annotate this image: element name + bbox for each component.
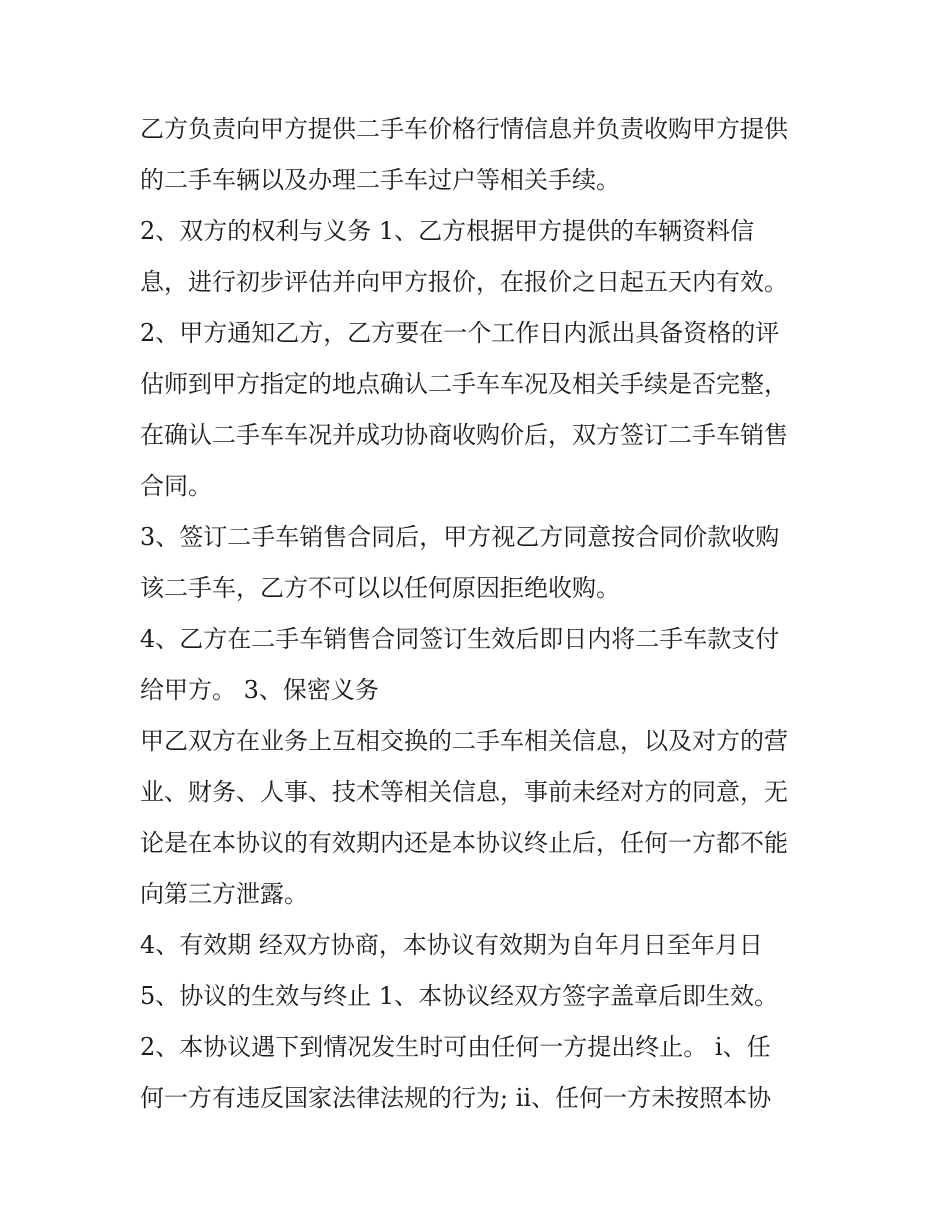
text-line: 2、甲方通知乙方，乙方要在一个工作日内派出具备资格的评: [140, 319, 780, 347]
text-line: 4、乙方在二手车销售合同签订生效后即日内将二手车款支付: [140, 625, 780, 653]
text-line: 给甲方。 3、保密义务: [140, 676, 379, 704]
text-line: 在确认二手车车况并成功协商收购价后，双方签订二手车销售: [140, 421, 788, 449]
text-line: 乙方负责向甲方提供二手车价格行情信息并负责收购甲方提供: [140, 115, 788, 143]
document-body: [140, 104, 830, 1124]
text-line: 何一方有违反国家法律法规的行为; ii、任何一方未按照本协: [140, 1084, 772, 1112]
text-line: 2、本协议遇下到情况发生时可由任何一方提出终止。 i、任: [140, 1033, 771, 1061]
text-line: 合同。: [140, 472, 212, 500]
text-line: 论是在本协议的有效期内还是本协议终止后，任何一方都不能: [140, 829, 788, 857]
text-line: 4、有效期 经双方协商，本协议有效期为自年月日至年月日: [140, 931, 763, 959]
text-line: 业、财务、人事、技术等相关信息，事前未经对方的同意，无: [140, 778, 788, 806]
text-line: 息，进行初步评估并向甲方报价，在报价之日起五天内有效。: [140, 268, 788, 296]
text-line: 甲乙双方在业务上互相交换的二手车相关信息，以及对方的营: [140, 727, 788, 755]
text-line: 5、协议的生效与终止 1、本协议经双方签字盖章后即生效。: [140, 982, 779, 1010]
text-line: 3、签订二手车销售合同后，甲方视乙方同意按合同价款收购: [140, 523, 780, 551]
text-line: 该二手车，乙方不可以以任何原因拒绝收购。: [140, 574, 620, 602]
text-line: 估师到甲方指定的地点确认二手车车况及相关手续是否完整，: [140, 370, 788, 398]
text-line: 向第三方泄露。: [140, 880, 308, 908]
text-line: 的二手车辆以及办理二手车过户等相关手续。: [140, 166, 620, 194]
text-line: 2、双方的权利与义务 1、乙方根据甲方提供的车辆资料信: [140, 217, 755, 245]
